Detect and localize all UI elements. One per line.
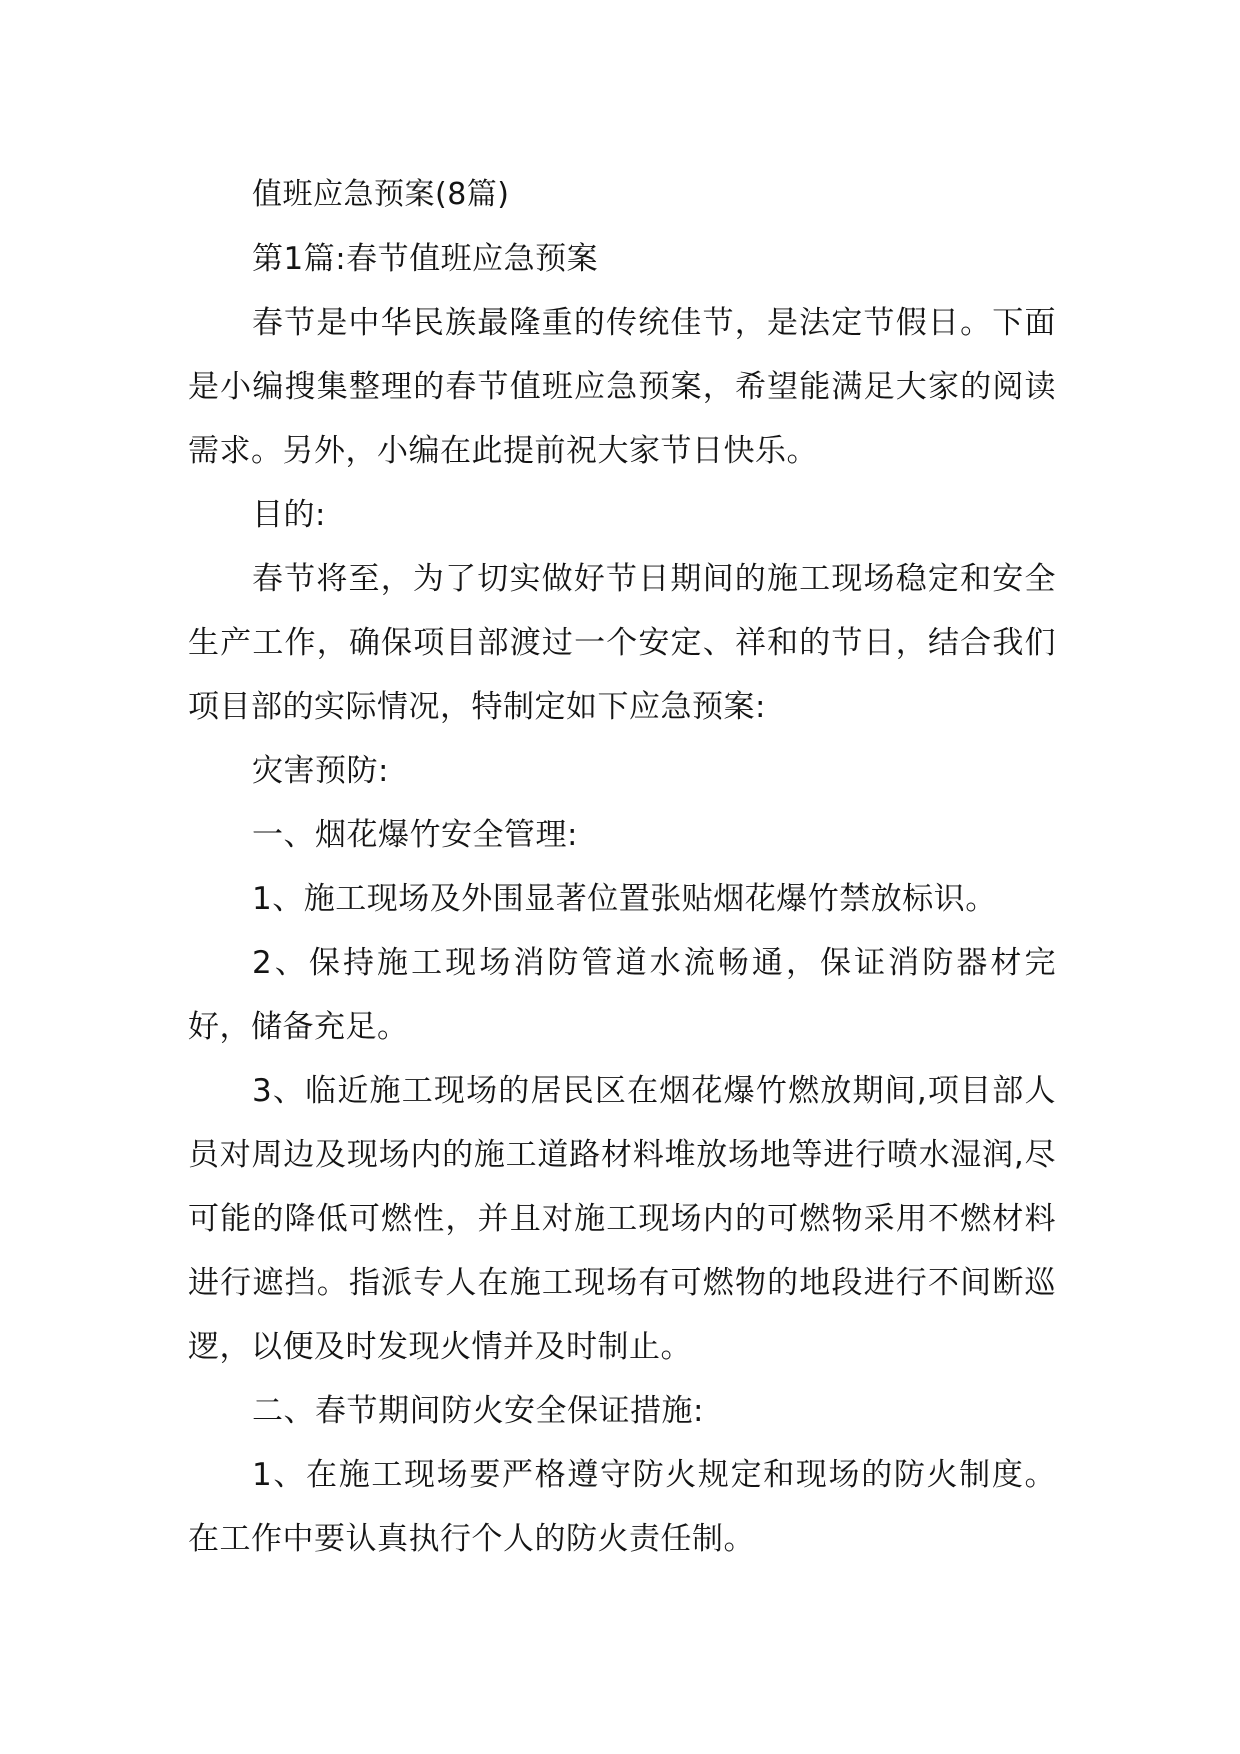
disaster-prevention-heading: 灾害预防: xyxy=(252,753,389,789)
fire-safety-heading: 二、春节期间防火安全保证措施: xyxy=(252,1393,704,1429)
document-title: 值班应急预案(8篇) xyxy=(252,177,510,212)
fireworks-item-2: 2、保持施工现场消防管道水流畅通，保证消防器材完好，储备充足。 xyxy=(188,945,1056,1045)
fire-safety-item-1: 1、在施工现场要严格遵守防火规定和现场的防火制度。在工作中要认真执行个人的防火责任制。 xyxy=(188,1457,1056,1557)
fireworks-item-1: 1、施工现场及外围显著位置张贴烟花爆竹禁放标识。 xyxy=(252,881,997,917)
section-heading-chapter-1: 第1篇:春节值班应急预案 xyxy=(252,241,599,277)
fireworks-item-3: 3、临近施工现场的居民区在烟花爆竹燃放期间,项目部人员对周边及现场内的施工道路材料堆放场地等进行喷水湿润,尽可能的降低可燃性，并且对施工现场内的可燃物采用不燃材料进行遮挡。指派专人在施工现场有可燃物的地段进行不间断巡逻，以便及时发现火情并及时制止。 xyxy=(188,1073,1056,1365)
document-body xyxy=(188,163,1056,1571)
purpose-heading: 目的: xyxy=(252,497,326,533)
fireworks-safety-heading: 一、烟花爆竹安全管理: xyxy=(252,817,578,853)
purpose-paragraph: 春节将至，为了切实做好节日期间的施工现场稳定和安全生产工作，确保项目部渡过一个安定、祥和的节日，结合我们项目部的实际情况，特制定如下应急预案: xyxy=(188,561,1056,725)
intro-paragraph: 春节是中华民族最隆重的传统佳节，是法定节假日。下面是小编搜集整理的春节值班应急预案，希望能满足大家的阅读需求。另外，小编在此提前祝大家节日快乐。 xyxy=(188,305,1056,469)
